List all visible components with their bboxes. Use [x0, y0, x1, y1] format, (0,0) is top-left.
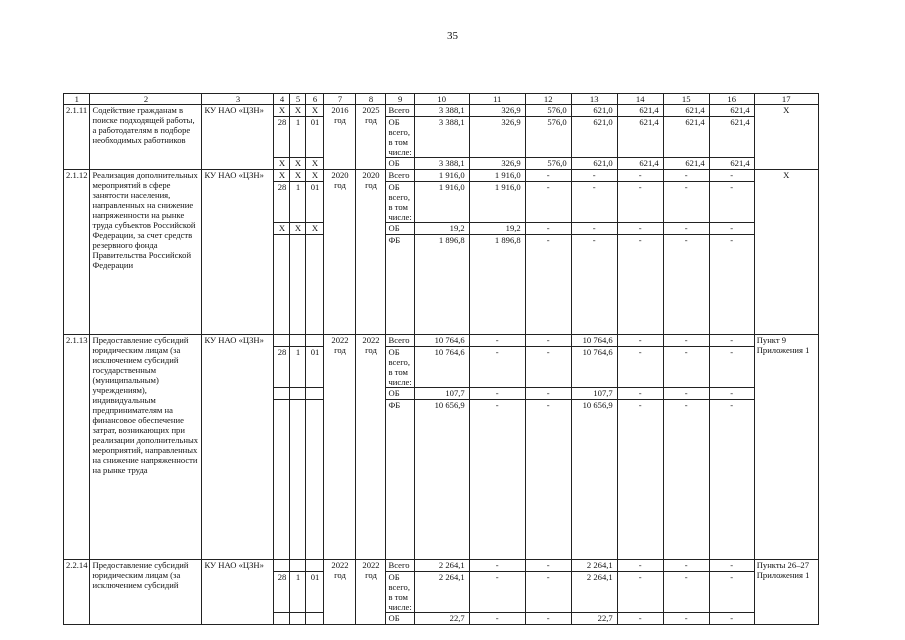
- amount-cell: 621,4: [663, 158, 709, 170]
- column-number-5: 5: [290, 94, 306, 105]
- amount-cell: -: [525, 347, 571, 388]
- funding-source: ОБ всего, в том числе:: [386, 117, 414, 158]
- amount-cell: -: [663, 560, 709, 572]
- code-cell: [306, 335, 324, 347]
- column-number-11: 11: [469, 94, 525, 105]
- amount-cell: -: [663, 347, 709, 388]
- amount-cell: -: [663, 572, 709, 613]
- funding-source: Всего: [386, 560, 414, 572]
- amount-cell: 2 264,1: [571, 560, 617, 572]
- start-year: 2022 год: [324, 335, 356, 560]
- amount-cell: 1 896,8: [414, 235, 469, 335]
- item-name: Предоставление субсидий юридическим лицам (за исключением субсидий государственным (муниципальным) учреждениям), индивидуальным предпринимателям на финансовое обеспечение затрат, возникающих при реализации дополнительных мероприятий, направленных на снижение напряженности на рынке труда: [90, 335, 202, 560]
- amount-cell: 107,7: [571, 388, 617, 400]
- amount-cell: -: [709, 572, 754, 613]
- reference: Пункт 9 Приложения 1: [754, 335, 818, 560]
- amount-cell: -: [617, 400, 663, 560]
- amount-cell: -: [663, 400, 709, 560]
- funding-source: ОБ: [386, 158, 414, 170]
- code-cell: Х: [306, 170, 324, 182]
- amount-cell: 10 764,6: [571, 347, 617, 388]
- end-year: 2020 год: [356, 170, 386, 335]
- column-number-17: 17: [754, 94, 818, 105]
- column-number-9: 9: [386, 94, 414, 105]
- item-name: Содействие гражданам в поиске подходящей работы, а работодателям в подборе необходимых работников: [90, 105, 202, 170]
- column-number-8: 8: [356, 94, 386, 105]
- end-year: 2022 год: [356, 560, 386, 625]
- amount-cell: 576,0: [525, 105, 571, 117]
- amount-cell: 2 264,1: [414, 572, 469, 613]
- table-row: [64, 335, 819, 347]
- funding-source: Всего: [386, 105, 414, 117]
- code-cell: 01: [306, 117, 324, 158]
- amount-cell: 326,9: [469, 117, 525, 158]
- amount-cell: 621,0: [571, 117, 617, 158]
- amount-cell: -: [617, 182, 663, 223]
- end-year: 2022 год: [356, 335, 386, 560]
- amount-cell: -: [469, 400, 525, 560]
- amount-cell: -: [525, 388, 571, 400]
- start-year: 2020 год: [324, 170, 356, 335]
- code-cell: Х: [306, 105, 324, 117]
- funding-source: ОБ: [386, 223, 414, 235]
- funding-source: ОБ всего, в том числе:: [386, 347, 414, 388]
- amount-cell: 10 764,6: [571, 335, 617, 347]
- funding-source: ОБ всего, в том числе:: [386, 182, 414, 223]
- header-row: [64, 94, 819, 105]
- code-cell: Х: [274, 158, 290, 170]
- amount-cell: -: [663, 223, 709, 235]
- funding-source: ОБ: [386, 388, 414, 400]
- amount-cell: -: [709, 613, 754, 625]
- start-year: 2016 год: [324, 105, 356, 170]
- code-cell: [306, 613, 324, 625]
- column-number-7: 7: [324, 94, 356, 105]
- item-executor: КУ НАО «ЦЗН»: [202, 335, 274, 560]
- column-number-4: 4: [274, 94, 290, 105]
- code-cell: 28: [274, 347, 290, 388]
- code-cell: [274, 560, 290, 572]
- amount-cell: 621,4: [663, 117, 709, 158]
- amount-cell: 621,4: [617, 158, 663, 170]
- amount-cell: -: [469, 613, 525, 625]
- funding-source: ФБ: [386, 235, 414, 335]
- amount-cell: 10 764,6: [414, 335, 469, 347]
- amount-cell: 621,4: [709, 158, 754, 170]
- amount-cell: -: [709, 560, 754, 572]
- amount-cell: 10 656,9: [414, 400, 469, 560]
- amount-cell: -: [525, 560, 571, 572]
- column-number-15: 15: [663, 94, 709, 105]
- amount-cell: -: [571, 182, 617, 223]
- code-cell: 01: [306, 572, 324, 613]
- code-cell: 1: [290, 182, 306, 223]
- amount-cell: -: [617, 572, 663, 613]
- code-cell: Х: [290, 105, 306, 117]
- amount-cell: 326,9: [469, 158, 525, 170]
- item-name: Предоставление субсидий юридическим лицам (за исключением субсидий: [90, 560, 202, 625]
- amount-cell: 3 388,1: [414, 105, 469, 117]
- item-name: Реализация дополнительных мероприятий в сфере занятости населения, направленных на снижение напряженности на рынке труда субъектов Российской Федерации, за счет средств резервного фонда Правительства Российской Федерации: [90, 170, 202, 335]
- item-executor: КУ НАО «ЦЗН»: [202, 560, 274, 625]
- amount-cell: -: [525, 223, 571, 235]
- amount-cell: -: [571, 235, 617, 335]
- table-row: [64, 170, 819, 182]
- item-number: 2.1.13: [64, 335, 90, 560]
- amount-cell: -: [709, 388, 754, 400]
- code-cell: [290, 388, 306, 400]
- amount-cell: 2 264,1: [571, 572, 617, 613]
- amount-cell: 22,7: [571, 613, 617, 625]
- amount-cell: 621,4: [709, 105, 754, 117]
- amount-cell: -: [709, 400, 754, 560]
- code-cell: 01: [306, 347, 324, 388]
- code-cell: 28: [274, 572, 290, 613]
- column-number-1: 1: [64, 94, 90, 105]
- amount-cell: 10 656,9: [571, 400, 617, 560]
- amount-cell: 576,0: [525, 158, 571, 170]
- amount-cell: -: [469, 335, 525, 347]
- code-cell: [274, 388, 290, 400]
- amount-cell: 621,4: [617, 105, 663, 117]
- code-cell: [290, 235, 306, 335]
- code-cell: [274, 400, 290, 560]
- amount-cell: -: [663, 335, 709, 347]
- amount-cell: -: [469, 347, 525, 388]
- amount-cell: -: [525, 400, 571, 560]
- table-row: [64, 105, 819, 117]
- amount-cell: -: [571, 223, 617, 235]
- amount-cell: -: [663, 170, 709, 182]
- item-executor: КУ НАО «ЦЗН»: [202, 170, 274, 335]
- code-cell: [306, 235, 324, 335]
- item-executor: КУ НАО «ЦЗН»: [202, 105, 274, 170]
- funding-source: Всего: [386, 170, 414, 182]
- reference: Х: [754, 170, 818, 335]
- column-number-14: 14: [617, 94, 663, 105]
- item-number: 2.1.12: [64, 170, 90, 335]
- amount-cell: 1 896,8: [469, 235, 525, 335]
- funding-source: Всего: [386, 335, 414, 347]
- amount-cell: 3 388,1: [414, 117, 469, 158]
- code-cell: [306, 400, 324, 560]
- amount-cell: -: [617, 235, 663, 335]
- amount-cell: -: [525, 235, 571, 335]
- amount-cell: -: [617, 170, 663, 182]
- start-year: 2022 год: [324, 560, 356, 625]
- column-number-16: 16: [709, 94, 754, 105]
- amount-cell: 621,0: [571, 105, 617, 117]
- amount-cell: 107,7: [414, 388, 469, 400]
- amount-cell: 19,2: [414, 223, 469, 235]
- end-year: 2025 год: [356, 105, 386, 170]
- item-number: 2.1.11: [64, 105, 90, 170]
- code-cell: [274, 235, 290, 335]
- item-number: 2.2.14: [64, 560, 90, 625]
- column-number-6: 6: [306, 94, 324, 105]
- amount-cell: 621,4: [709, 117, 754, 158]
- funding-source: ОБ: [386, 613, 414, 625]
- code-cell: 1: [290, 117, 306, 158]
- amount-cell: 621,4: [617, 117, 663, 158]
- code-cell: 1: [290, 347, 306, 388]
- column-number-2: 2: [90, 94, 202, 105]
- funding-source: ФБ: [386, 400, 414, 560]
- amount-cell: -: [663, 182, 709, 223]
- amount-cell: -: [617, 388, 663, 400]
- amount-cell: -: [709, 223, 754, 235]
- amount-cell: -: [617, 223, 663, 235]
- amount-cell: -: [525, 335, 571, 347]
- amount-cell: -: [709, 235, 754, 335]
- amount-cell: -: [709, 347, 754, 388]
- amount-cell: -: [525, 572, 571, 613]
- amount-cell: 2 264,1: [414, 560, 469, 572]
- amount-cell: 621,0: [571, 158, 617, 170]
- amount-cell: 326,9: [469, 105, 525, 117]
- code-cell: Х: [306, 223, 324, 235]
- code-cell: 28: [274, 182, 290, 223]
- code-cell: [274, 613, 290, 625]
- amount-cell: 1 916,0: [469, 182, 525, 223]
- reference: Пункты 26–27 Приложения 1: [754, 560, 818, 625]
- table-row: [64, 560, 819, 572]
- column-number-3: 3: [202, 94, 274, 105]
- code-cell: [274, 335, 290, 347]
- amount-cell: -: [709, 335, 754, 347]
- code-cell: Х: [306, 158, 324, 170]
- amount-cell: -: [525, 182, 571, 223]
- code-cell: [306, 560, 324, 572]
- page-number: 35: [447, 30, 458, 42]
- amount-cell: -: [617, 335, 663, 347]
- amount-cell: -: [469, 560, 525, 572]
- amount-cell: -: [525, 170, 571, 182]
- amount-cell: 1 916,0: [414, 170, 469, 182]
- column-number-12: 12: [525, 94, 571, 105]
- amount-cell: -: [571, 170, 617, 182]
- program-table: [63, 93, 819, 625]
- amount-cell: -: [709, 182, 754, 223]
- amount-cell: -: [469, 388, 525, 400]
- amount-cell: 576,0: [525, 117, 571, 158]
- code-cell: Х: [274, 223, 290, 235]
- code-cell: Х: [290, 223, 306, 235]
- amount-cell: 19,2: [469, 223, 525, 235]
- code-cell: [290, 613, 306, 625]
- reference: Х: [754, 105, 818, 170]
- amount-cell: -: [617, 560, 663, 572]
- amount-cell: 10 764,6: [414, 347, 469, 388]
- code-cell: 1: [290, 572, 306, 613]
- amount-cell: -: [709, 170, 754, 182]
- amount-cell: 1 916,0: [414, 182, 469, 223]
- amount-cell: -: [663, 235, 709, 335]
- code-cell: [290, 335, 306, 347]
- column-number-10: 10: [414, 94, 469, 105]
- amount-cell: -: [469, 572, 525, 613]
- code-cell: Х: [274, 170, 290, 182]
- code-cell: Х: [274, 105, 290, 117]
- column-number-13: 13: [571, 94, 617, 105]
- code-cell: [306, 388, 324, 400]
- amount-cell: -: [617, 613, 663, 625]
- amount-cell: 3 388,1: [414, 158, 469, 170]
- code-cell: Х: [290, 170, 306, 182]
- amount-cell: 621,4: [663, 105, 709, 117]
- code-cell: Х: [290, 158, 306, 170]
- amount-cell: -: [663, 388, 709, 400]
- code-cell: [290, 400, 306, 560]
- amount-cell: 1 916,0: [469, 170, 525, 182]
- amount-cell: -: [663, 613, 709, 625]
- funding-source: ОБ всего, в том числе:: [386, 572, 414, 613]
- code-cell: [290, 560, 306, 572]
- code-cell: 01: [306, 182, 324, 223]
- code-cell: 28: [274, 117, 290, 158]
- amount-cell: 22,7: [414, 613, 469, 625]
- amount-cell: -: [525, 613, 571, 625]
- amount-cell: -: [617, 347, 663, 388]
